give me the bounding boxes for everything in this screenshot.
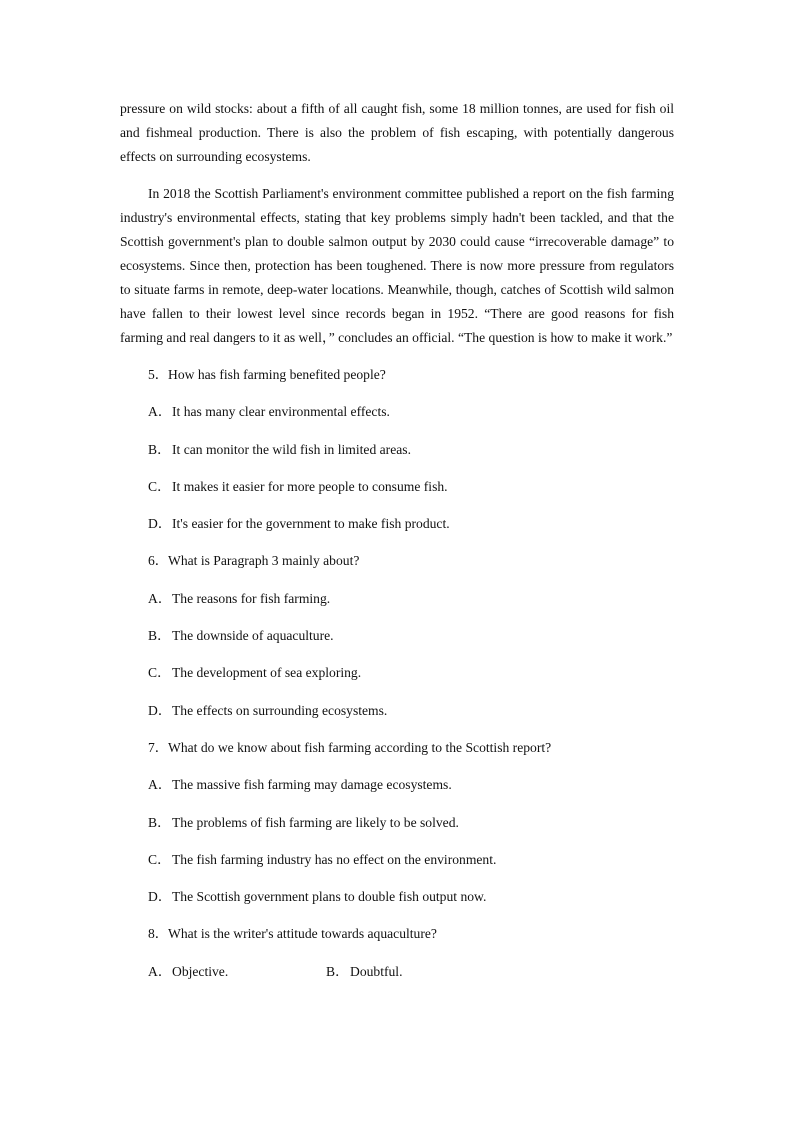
option-text: Doubtful. [350,963,403,979]
option-letter: C． [148,478,171,494]
question-6-option-a [148,587,674,611]
question-6-option-d [148,699,674,723]
document-page [120,97,674,997]
passage-paragraph-scottish: In 2018 the Scottish Parliament's environment committee published a report on the fish farming industry's environmental effects, stating that key problems simply hadn't been tackled, and that the Scottish government's plan to double salmon output by 2030 could cause “irrecoverable damage” to ecosystems. Since then, protection has been toughened. There is now more pressure from regulators to situate farms in remote, deep-water locations. Meanwhile, though, catches of Scottish wild salmon have fallen to their lowest level since records began in 1952. “There are good reasons for fish farming and real dangers to it as well，” concludes an official. “The question is how to make it work.” [120,186,674,345]
question-5-option-b [148,438,674,462]
question-7-option-b [148,811,674,835]
question-8-option-b [326,964,402,979]
question-7-stem [148,736,674,760]
option-text: Objective. [172,963,229,979]
question-number: 6． [148,553,169,569]
option-text: The Scottish government plans to double fish output now. [172,889,487,905]
question-number: 8． [148,926,169,942]
option-letter: B． [148,441,171,457]
option-text: The effects on surrounding ecosystems. [172,702,388,718]
question-8-options [148,960,674,984]
option-text: It has many clear environmental effects. [172,404,390,420]
question-5-option-a [148,400,674,424]
question-7-option-d [148,885,674,909]
question-5-option-c [148,475,674,499]
option-letter: A． [148,590,172,606]
option-letter: D． [148,702,172,718]
question-5-stem [148,363,674,387]
question-5-option-d [148,512,674,536]
question-6-stem [148,549,674,573]
option-letter: C． [148,851,171,867]
option-text: The fish farming industry has no effect on the environment. [172,851,497,867]
question-7-option-a [148,773,674,797]
option-letter: A． [148,777,172,793]
option-text: The downside of aquaculture. [172,628,334,644]
option-text: It makes it easier for more people to consume fish. [172,478,448,494]
question-text: What do we know about fish farming according to the Scottish report? [168,739,552,755]
option-text: The development of sea exploring. [172,665,362,681]
option-letter: D． [148,889,172,905]
option-text: It's easier for the government to make fish product. [172,516,450,532]
question-text: What is Paragraph 3 mainly about? [168,553,360,569]
option-letter: A． [148,404,172,420]
option-letter: B． [148,814,171,830]
question-8-stem [148,922,674,946]
option-text: The massive fish farming may damage ecosystems. [172,777,452,793]
question-text: How has fish farming benefited people? [168,367,386,382]
question-8-option-a [148,960,326,984]
option-letter: B． [326,963,349,979]
question-7-option-c [148,848,674,872]
option-letter: B． [148,628,171,644]
question-6-option-c [148,661,674,685]
option-text: It can monitor the wild fish in limited areas. [172,441,411,457]
option-letter: D． [148,516,172,532]
question-6-option-b [148,624,674,648]
questions-section [120,363,674,984]
option-letter: C． [148,665,171,681]
question-number: 7． [148,739,169,755]
option-text: The reasons for fish farming. [172,590,331,606]
option-text: The problems of fish farming are likely to be solved. [172,814,459,830]
passage-paragraph-end: pressure on wild stocks: about a fifth of all caught fish, some 18 million tonnes, are used for fish oil and fishmeal production. There is also the problem of fish escaping, with potentially dangerous effects on surrounding ecosystems. [120,101,674,164]
question-number: 5． [148,367,169,382]
option-letter: A． [148,963,172,979]
question-text: What is the writer's attitude towards aquaculture? [168,926,437,942]
